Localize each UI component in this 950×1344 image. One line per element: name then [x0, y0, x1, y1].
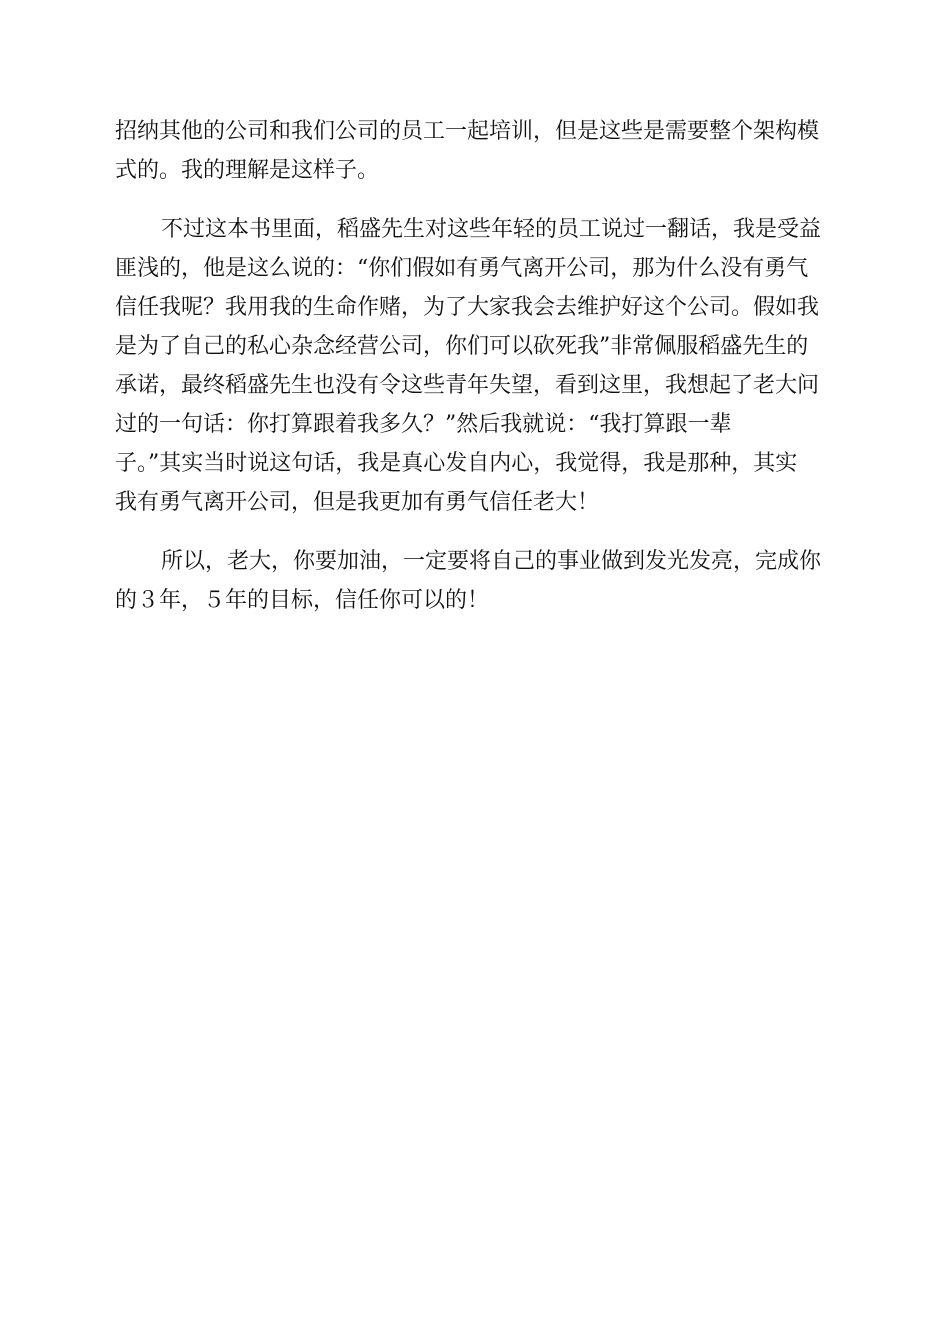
- text-line: 的３年，５年的目标，信任你可以的！: [115, 588, 490, 613]
- text-line: 匪浅的，他是这么说的：“你们假如有勇气离开公司，那为什么没有勇气: [115, 256, 809, 281]
- paragraph-3: [115, 542, 835, 620]
- paragraph-spacer: [115, 522, 835, 542]
- paragraph-spacer: [115, 190, 835, 210]
- text-line: 过的一句话：你打算跟着我多久？”然后我就说：“我打算跟一辈: [115, 412, 732, 437]
- text-line: 是为了自己的私心杂念经营公司，你们可以砍死我”非常佩服稻盛先生的: [115, 334, 809, 359]
- text-line: 信任我呢？我用我的生命作赌，为了大家我会去维护好这个公司。假如我: [115, 295, 820, 320]
- text-line: 招纳其他的公司和我们公司的员工一起培训，但是这些是需要整个架构模: [115, 119, 820, 144]
- paragraph-2: [115, 210, 835, 522]
- document-body: [115, 112, 835, 620]
- text-line: 不过这本书里面，稻盛先生对这些年轻的员工说过一翻话，我是受益: [161, 217, 822, 242]
- text-line: 承诺，最终稻盛先生也没有令这些青年失望，看到这里，我想起了老大问: [115, 373, 820, 398]
- text-line: 所以，老大，你要加油，一定要将自己的事业做到发光发亮，完成你: [161, 549, 822, 574]
- text-line: 我有勇气离开公司，但是我更加有勇气信任老大！: [115, 490, 600, 515]
- text-line: 式的。我的理解是这样子。: [115, 158, 380, 183]
- paragraph-1: [115, 112, 835, 190]
- text-line: 子。”其实当时说这句话，我是真心发自内心，我觉得，我是那种，其实: [115, 451, 798, 476]
